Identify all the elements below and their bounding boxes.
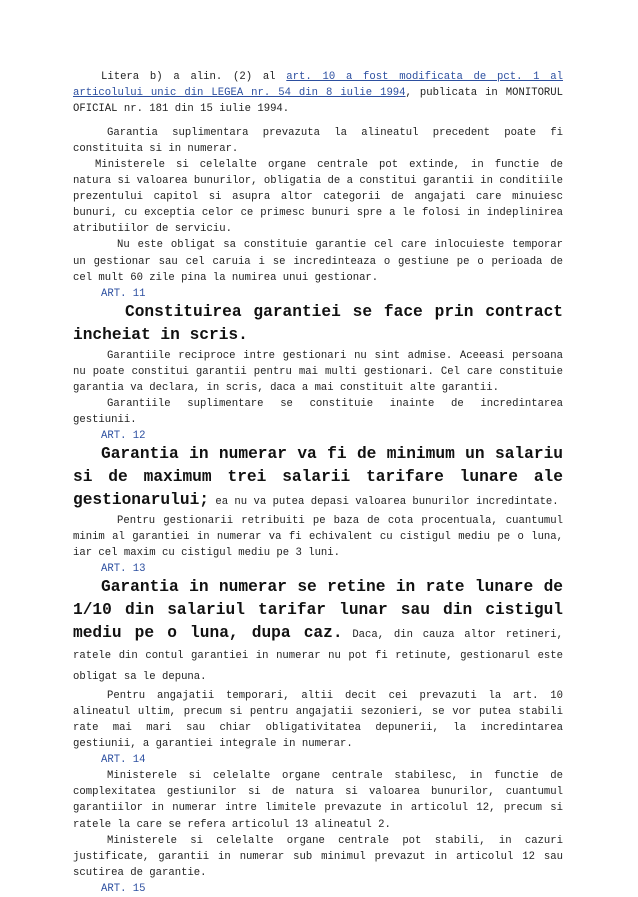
article-13-rest: Daca, din cauza altor retineri, ratele din contul garantiei in numerar nu pot fi retinute, gestionarul este obligat sa le depuna. [73,629,563,684]
intro-note [73,69,563,117]
paragraph: Ministerele si celelalte organe centrale stabilesc, in functie de complexitatea gestiunilor si de natura si valoarea bunurilor, cuantumul garantiilor in numerar intre limitele prevazute in articolul 12, precum si ratele la care se refera articolul 13 alineatul 2. [73,770,563,831]
article-11-bold: Constituirea garantiei se face prin contract incheiat in scris. [73,302,563,344]
paragraph: Garantia suplimentara prevazuta la alineatul precedent poate fi constituita si in numerar. [73,127,563,156]
article-label-13[interactable]: ART. 13 [101,563,146,576]
article-13-lead [73,577,563,688]
article-12-lead [73,444,563,513]
paragraph: Garantiile suplimentare se constituie inainte de incredintarea gestiunii. [73,397,563,426]
article-12-bold: Garantia in numerar va fi de minimum un salariu si de maximum trei salarii tarifare lunare ale gestionarului; [73,444,563,509]
amendment-link[interactable]: art. 10 a fost modificata de pct. 1 al articolului unic din LEGEA nr. 54 din 8 iulie 1994 [73,71,564,100]
paragraph: Pentru angajatii temporari, altii decit cei prevazuti la art. 10 alineatul ultim, precum si pentru angajatii sezonieri, se vor putea stabili rate mai mari sau chiar obligativitatea depunerii, la incredintarea gestiunii, a garantiei integrale in numerar. [73,690,563,751]
paragraph: Ministerele si celelalte organe centrale pot extinde, in functie de natura si valoarea bunurilor, obligatia de a constitui garantii in conditiile prezentului capitol si asupra altor categorii de angajati care minuiesc bunuri, cu exceptia celor ce primesc bunuri spre a le folosi in indeplinirea atributiilor de serviciu. [73,159,563,236]
article-12-rest: ea nu va putea depasi valoarea bunurilor incredintate. [209,495,559,508]
article-13-bold: Garantia in numerar se retine in rate lunare de 1/10 din salariul tarifar lunar sau din cistigul mediu pe o luna, dupa caz. [73,578,563,643]
article-label-11[interactable]: ART. 11 [101,287,146,300]
paragraph: Nu este obligat sa constituie garantie cel care inlocuieste temporar un gestionar sau cel caruia i se incredinteaza o gestiune pe o perioada de cel mult 60 zile pina la numirea unui gestionar. [73,239,563,284]
paragraph: Garantiile reciproce intre gestionari nu sint admise. Aceeasi persoana nu poate constitui garantii pentru mai multi gestionari. Cel care constituie garantia va declara, in scris, daca a mai constituit alte garantii. [73,349,563,394]
article-label-15[interactable]: ART. 15 [101,882,146,895]
intro-text: Litera b) a alin. (2) al [101,71,287,83]
paragraph: Pentru gestionarii retribuiti pe baza de cota procentuala, cuantumul minim al garantiei in numerar va fi echivalent cu cistigul mediu pe o luna, iar cel maxim cu cistigul mediu pe 3 luni. [73,514,563,560]
article-label-14[interactable]: ART. 14 [101,754,146,767]
intro-text-end: , publicata in MONITORUL OFICIAL nr. 181 din 15 iulie 1994. [73,87,563,116]
article-label-12[interactable]: ART. 12 [101,429,146,442]
article-11-lead [73,302,563,348]
paragraph: Ministerele si celelalte organe centrale pot stabili, in cazuri justificate, garantii in numerar sub minimul prevazut in articolul 12 sau scutirea de garantie. [73,834,563,879]
document-body [73,69,563,897]
